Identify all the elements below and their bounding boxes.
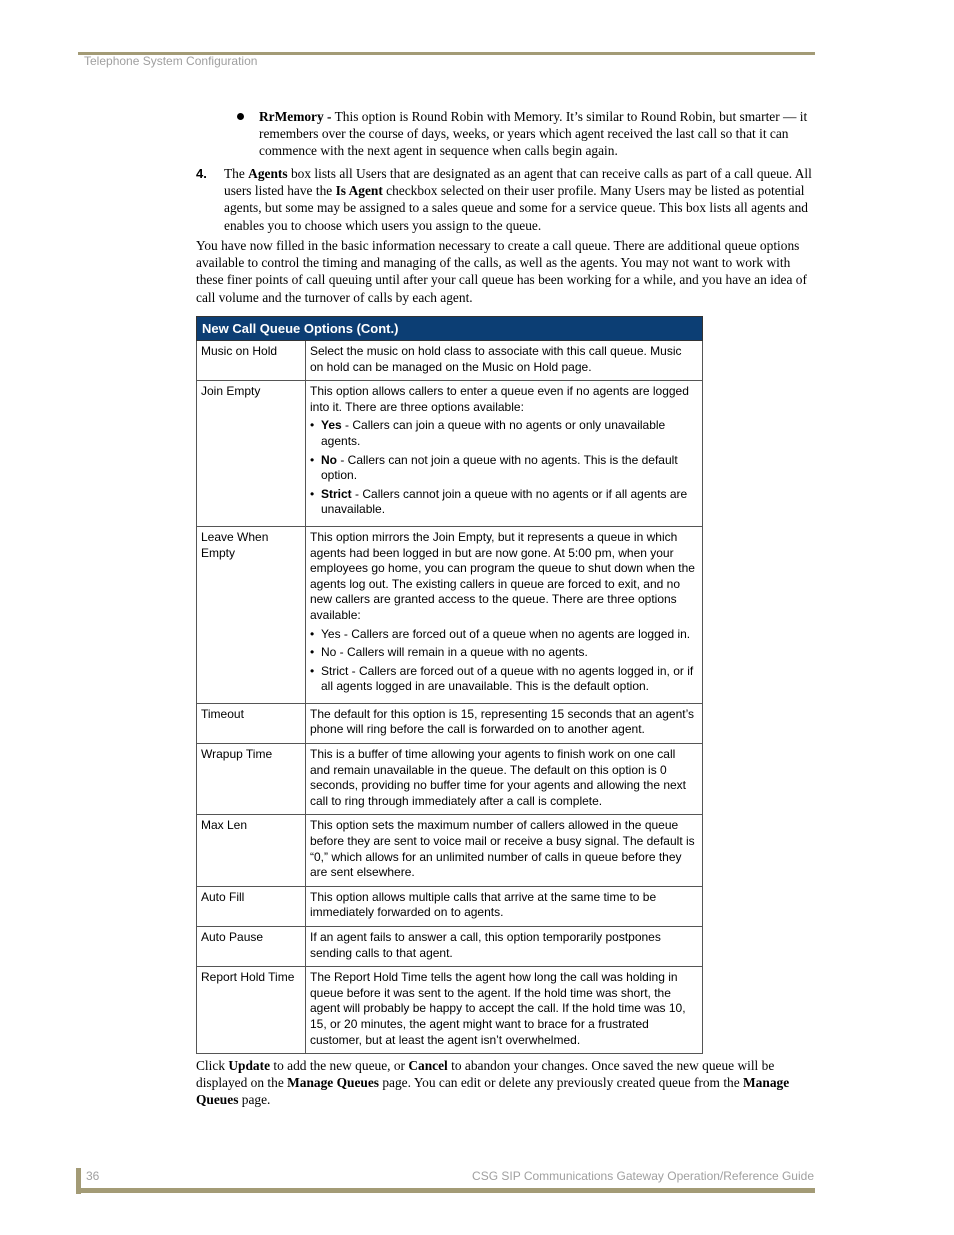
table-title: New Call Queue Options (Cont.) [197,317,703,341]
table-row [197,703,703,743]
step-4-text [224,165,816,234]
manage-queues-term: Manage Queues [196,1075,790,1108]
value-text: - Callers can not join a queue with no agents. This is the default option. [321,452,678,483]
option-name: Auto Fill [197,886,306,926]
option-name: Join Empty [197,381,306,527]
closing-text-part: page. [238,1092,271,1108]
option-description: The default for this option is 15, representing 15 seconds that an agent’s phone will ring before the call is forwarded on to another agent. [306,703,703,743]
intro-paragraph: You have now filled in the basic information necessary to create a call queue. There are additional queue options available to control the timing and managing of the calls, as well as the agents. You may not want to work with these finer points of call queuing until after your call queue has been working for a while, and you have an idea of call volume and the turnover of calls by each agent. [196,238,807,305]
step-text-part: box lists all Users that are designated as an agent that can receive calls as part of a call queue. All users listed have the [224,166,812,199]
rrmemory-term: RrMemory - [259,109,332,124]
update-term: Update [228,1058,271,1073]
closing-text-part: to abandon your changes. Once saved the new queue will be displayed on the [196,1058,775,1091]
page-number: 36 [86,1169,100,1183]
closing-text-part: Click [196,1058,229,1073]
value-text: - Callers can join a queue with no agents or only unavailable agents. [321,418,666,448]
table-row [197,886,703,926]
footer-rule [76,1188,815,1193]
option-name: Auto Pause [197,927,306,967]
closing-text-part: to add the new queue, or [270,1058,409,1073]
rrmemory-text [259,108,817,160]
list-item: • No - Callers will remain in a queue with no agents. [310,645,698,661]
table-row [197,815,703,886]
table-row [197,341,703,381]
closing-paragraph [196,1057,816,1109]
table-row [197,744,703,815]
option-name: Max Len [197,815,306,886]
option-description: If an agent fails to answer a call, this option temporarily postpones sending calls to that agent. [306,927,703,967]
option-name: Wrapup Time [197,744,306,815]
bullet-dot-icon [237,113,244,120]
table-row [197,381,703,527]
step-number: 4. [196,166,207,181]
value-text: - Callers cannot join a queue with no agents or if all agents are unavailable. [321,486,688,517]
list-item: • Yes - Callers are forced out of a queue when no agents are logged in. [310,627,698,643]
option-description: This option mirrors the Join Empty, but it represents a queue in which agents had been logged in but are now gone. At 5:00 pm, when your employees go home, you can program the queue to shut down when the agents log out. The existing callers in queue are forced to exit, and no new callers are granted access to the queue. There are three options available: [310,529,695,622]
option-description: The Report Hold Time tells the agent how long the call was holding in queue before it was sent to the agent. If the hold time was short, the agent will probably be happy to accept the call. If the hold time was 10, 15, or 20 minutes, the agent might want to brace for a frustrated customer, but at least the agent isn’t overwhelmed. [306,967,703,1054]
option-description: This is a buffer of time allowing your agents to finish work on one call and remain unavailable in the queue. The default on this option is 0 seconds, providing no buffer time for your agents and allowing the next call to ring through immediately after a call is complete. [306,744,703,815]
step-4 [196,165,816,234]
call-queue-options-table [196,316,703,1054]
option-name: Leave When Empty [197,526,306,703]
step-text-part: checkbox selected on their user profile. Many Users may be listed as potential agents, but some may be assigned to a sales queue and some for a service queue. This box lists all agents and enables you to choose which users you assign to the queue. [224,183,808,233]
table-row [197,927,703,967]
manage-queues-term: Manage Queues [287,1075,379,1091]
value-label: Yes [321,418,342,433]
cancel-term: Cancel [408,1058,448,1073]
table-row [197,967,703,1054]
section-title: Telephone System Configuration [84,54,258,68]
value-label: Strict [321,486,352,501]
list-item [310,453,698,484]
option-description-cell [306,381,703,527]
value-label: No [321,452,337,467]
document-title: CSG SIP Communications Gateway Operation/Reference Guide [472,1169,814,1183]
list-item [310,487,698,518]
is-agent-term: Is Agent [335,183,383,199]
list-item [310,418,698,449]
option-description-cell [306,526,703,703]
option-values-list [310,418,698,518]
closing-text-part: page. You can edit or delete any previously created queue from the [379,1075,744,1091]
option-name: Report Hold Time [197,967,306,1054]
option-description: This option allows callers to enter a queue even if no agents are logged into it. There are three options available: [310,384,689,414]
option-description: Select the music on hold class to associate with this call queue. Music on hold can be managed on the Music on Hold page. [306,341,703,381]
rrmemory-description: This option is Round Robin with Memory. It’s similar to Round Robin, but smarter — it remembers over the course of days, weeks, or years which agent received the last call so that it can commence with the next agent in sequence when calls begin again. [259,109,808,159]
rrmemory-bullet [237,108,817,160]
option-name: Music on Hold [197,341,306,381]
option-values-list [310,627,698,695]
option-description: This option sets the maximum number of callers allowed in the queue before they are sent to voice mail or receive a busy signal. The default is “0,” which allows for an unlimited number of calls in queue before they are sent elsewhere. [306,815,703,886]
agents-term: Agents [248,166,288,181]
option-description: This option allows multiple calls that arrive at the same time to be immediately forwarded on to agents. [306,886,703,926]
step-text-part: The [224,166,249,181]
option-name: Timeout [197,703,306,743]
list-item: • Strict - Callers are forced out of a queue with no agents logged in, or if all agents logged in are unavailable. This is the default option. [310,664,698,695]
table-row [197,526,703,703]
